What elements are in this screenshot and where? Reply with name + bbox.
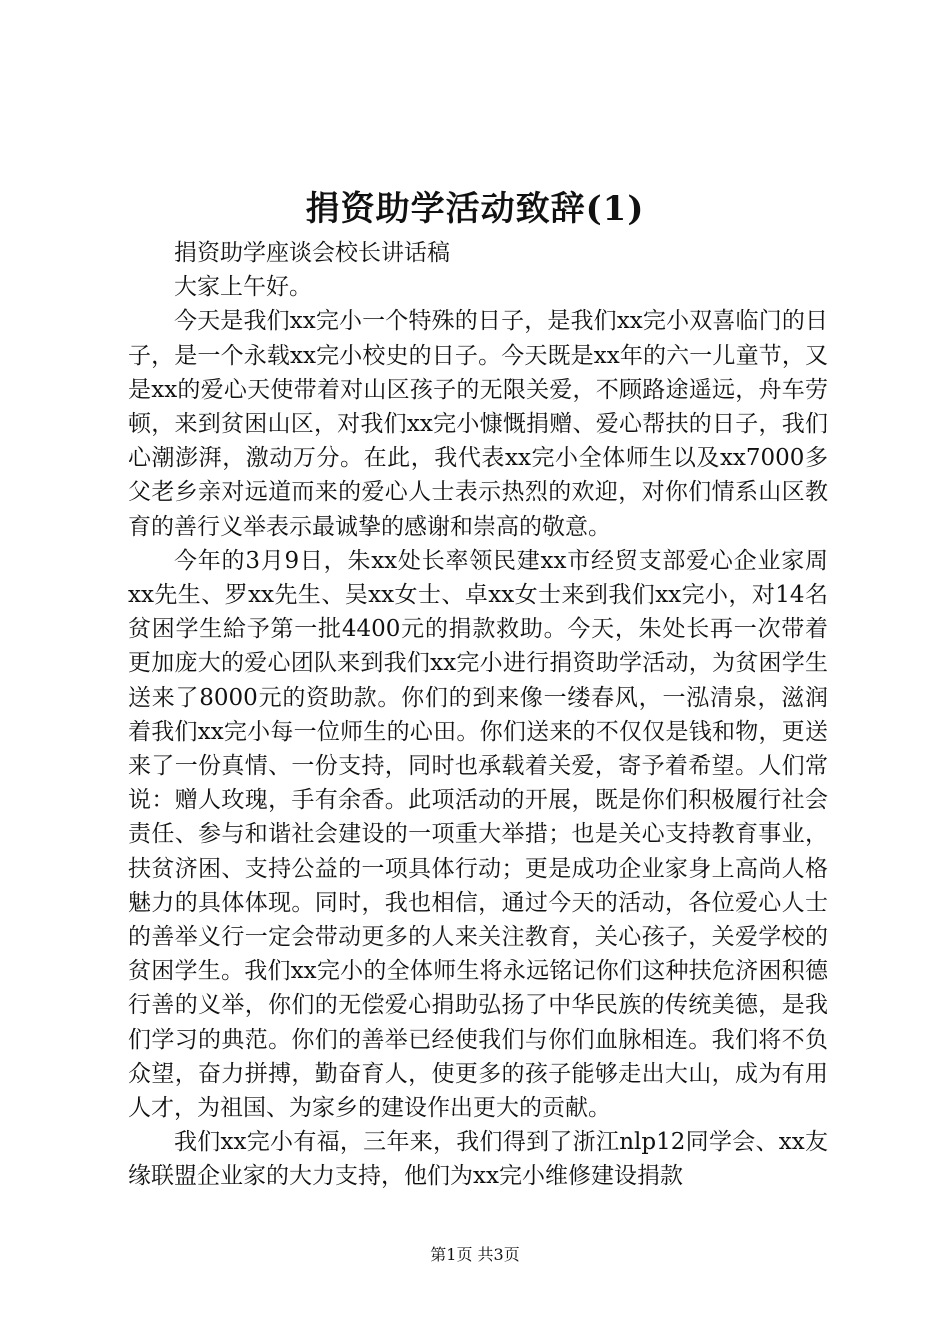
- paragraph-thanks: 今年的3月9日，朱xx处长率领民建xx市经贸支部爱心企业家周xx先生、罗xx先生、吴xx女士、卓xx女士来到我们xx完小，对14名贫困学生給予第一批4400元的捐款救助。今天，朱处长再一次带着更加庞大的爱心团队来到我们xx完小进行捐资助学活动，为贫困学生送来了8000元的资助款。你们的到来像一缕春风，一泓清泉，滋润着我们xx完小每一位师生的心田。你们送来的不仅仅是钱和物，更送来了一份真情、一份支持，同时也承载着关爱，寄予着希望。人们常说：赠人玫瑰，手有余香。此项活动的开展，既是你们积极履行社会责任、参与和谐社会建设的一项重大举措；也是关心支持教育事业，扶贫济困、支持公益的一项具体行动；更是成功企业家身上高尚人格魅力的具体体现。同时，我也相信，通过今天的活动，各位爱心人士的善举义行一定会带动更多的人来关注教育，关心孩子，关爱学校的贫困学生。我们xx完小的全体师生将永远铭记你们这种扶危济困积德行善的义举，你们的无偿爱心捐助弘扬了中华民族的传统美德，是我们学习的典范。你们的善举已经使我们与你们血脉相连。我们将不负众望，奋力拼搏，勤奋育人，使更多的孩子能够走出大山，成为有用人才，为祖国、为家乡的建设作出更大的贡献。: [128, 547, 828, 1122]
- paragraph-greeting: 大家上午好。: [174, 274, 312, 301]
- paragraph-subtitle: 捐资助学座谈会校长讲话稿: [174, 240, 450, 266]
- paragraph-support: 我们xx完小有福，三年来，我们得到了浙江nlp12同学会、xx友缘联盟企业家的大力支持，他们为xx完小维修建设捐款: [128, 1129, 828, 1190]
- document-title: 捐资助学活动致辞(1): [305, 189, 645, 229]
- paragraph-welcome: 今天是我们xx完小一个特殊的日子，是我们xx完小双喜临门的日子，是一个永载xx完小校史的日子。今天既是xx年的六一儿童节，又是xx的爱心天使带着对山区孩子的无限关爱，不顾路途遥远，舟车劳顿，来到贫困山区，对我们xx完小慷慨捐赠、爱心帮扶的日子，我们心潮澎湃，激动万分。在此，我代表xx完小全体师生以及xx7000多父老乡亲对远道而来的爱心人士表示热烈的欢迎，对你们情系山区教育的善行义举表示最诚挚的感谢和崇高的敬意。: [128, 308, 828, 540]
- page-number: 第1页 共3页: [430, 1245, 520, 1264]
- document-body: [128, 236, 828, 1194]
